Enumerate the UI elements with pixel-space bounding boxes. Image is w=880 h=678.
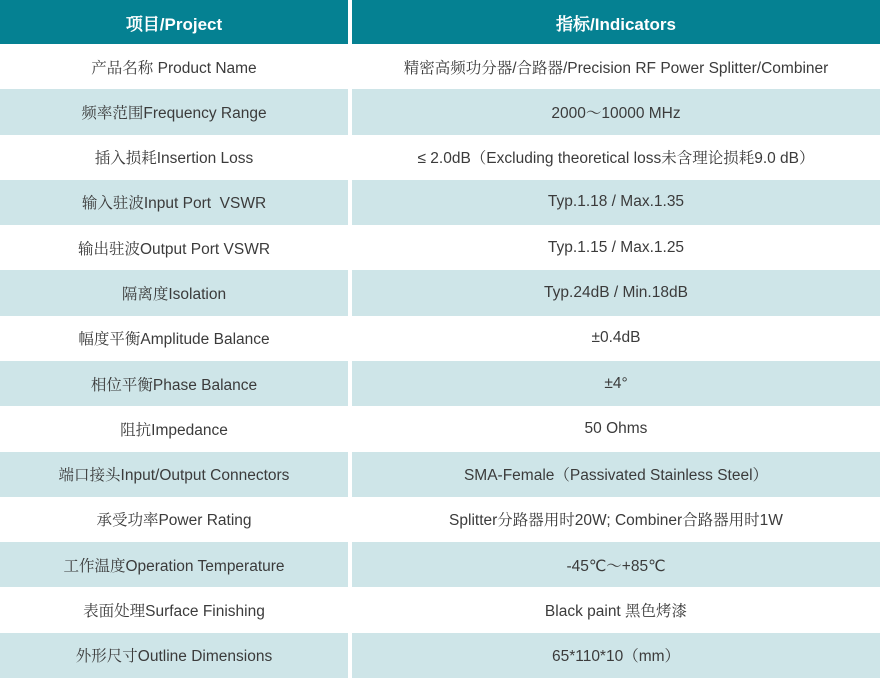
table-row xyxy=(0,587,880,632)
project-cell: 隔离度Isolation xyxy=(0,270,348,315)
project-cell: 外形尺寸Outline Dimensions xyxy=(0,633,348,678)
indicator-cell: SMA-Female（Passivated Stainless Steel） xyxy=(352,452,880,497)
table-row xyxy=(0,633,880,678)
indicator-cell: 50 Ohms xyxy=(352,406,880,451)
indicator-cell: ±0.4dB xyxy=(352,316,880,361)
project-cell: 承受功率Power Rating xyxy=(0,497,348,542)
table-row xyxy=(0,406,880,451)
project-cell: 输出驻波Output Port VSWR xyxy=(0,225,348,270)
table-row xyxy=(0,542,880,587)
table-row xyxy=(0,180,880,225)
project-cell: 表面处理Surface Finishing xyxy=(0,587,348,632)
indicator-cell: Typ.1.18 / Max.1.35 xyxy=(352,180,880,225)
project-cell: 端口接头Input/Output Connectors xyxy=(0,452,348,497)
table-row xyxy=(0,225,880,270)
indicator-cell: Splitter分路器用时20W; Combiner合路器用时1W xyxy=(352,497,880,542)
project-cell: 频率范围Frequency Range xyxy=(0,89,348,134)
table-row xyxy=(0,135,880,180)
project-cell: 输入驻波Input Port VSWR xyxy=(0,180,348,225)
header-indicators: 指标/Indicators xyxy=(352,0,880,44)
indicator-cell: Typ.1.15 / Max.1.25 xyxy=(352,225,880,270)
indicator-cell: 65*110*10（mm） xyxy=(352,633,880,678)
indicator-cell: ±4° xyxy=(352,361,880,406)
indicator-cell: 精密高频功分器/合路器/Precision RF Power Splitter/Combiner xyxy=(352,44,880,89)
indicator-cell: ≤ 2.0dB（Excluding theoretical loss未含理论损耗9.0 dB） xyxy=(352,135,880,180)
table-row xyxy=(0,497,880,542)
indicator-cell: Black paint 黑色烤漆 xyxy=(352,587,880,632)
indicator-cell: Typ.24dB / Min.18dB xyxy=(352,270,880,315)
table-header xyxy=(0,0,880,44)
project-cell: 插入损耗Insertion Loss xyxy=(0,135,348,180)
table-row xyxy=(0,452,880,497)
table-row xyxy=(0,361,880,406)
indicator-cell: 2000～10000 MHz xyxy=(352,89,880,134)
header-project: 项目/Project xyxy=(0,0,348,44)
table-row xyxy=(0,44,880,89)
project-cell: 相位平衡Phase Balance xyxy=(0,361,348,406)
table-row xyxy=(0,89,880,134)
project-cell: 工作温度Operation Temperature xyxy=(0,542,348,587)
indicator-cell: -45℃～+85℃ xyxy=(352,542,880,587)
project-cell: 幅度平衡Amplitude Balance xyxy=(0,316,348,361)
project-cell: 产品名称 Product Name xyxy=(0,44,348,89)
project-cell: 阻抗Impedance xyxy=(0,406,348,451)
table-row xyxy=(0,270,880,315)
table-row xyxy=(0,316,880,361)
